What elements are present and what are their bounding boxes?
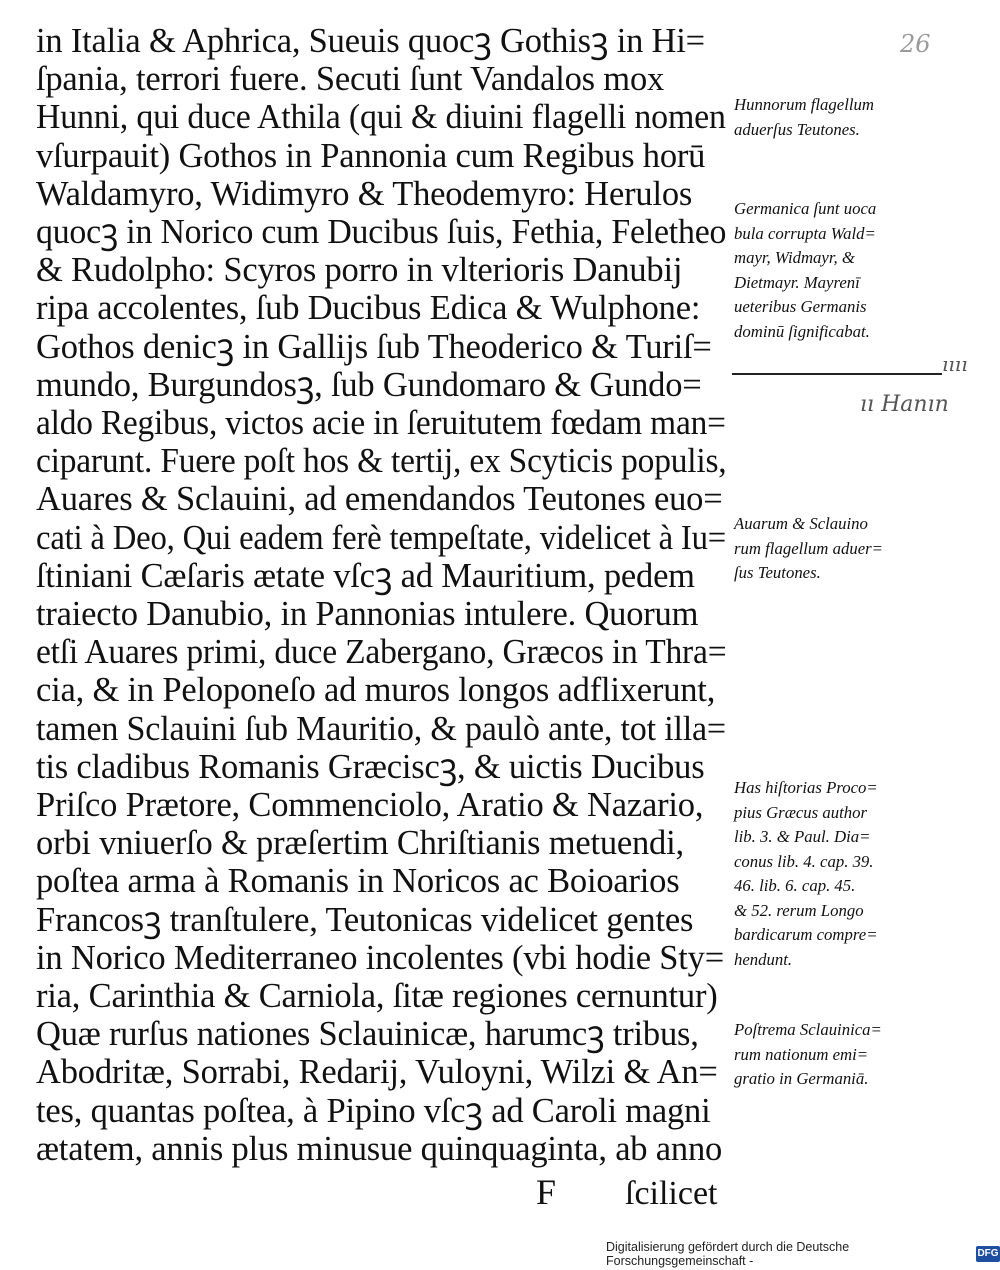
text-line: ſpania, terrori fuere. Secuti ſunt Vandalos mox: [36, 60, 665, 99]
text-line: Waldamyro, Widimyro & Theodemyro: Herulos: [36, 174, 693, 213]
marginal-note-line: Dietmayr. Mayrenī: [734, 272, 860, 292]
marginal-note-line: pius Græcus author: [734, 802, 868, 822]
text-line: Francosꝫ tranſtulere, Teutonicas videlicet gentes: [36, 900, 694, 939]
folio-handwritten-number: 26: [900, 30, 931, 58]
marginal-note-line: Has hiſtorias Proco=: [734, 778, 878, 797]
text-line: Gothos denicꝫ in Gallijs ſub Theoderico & Turiſ=: [36, 327, 712, 366]
text-line: etſi Auares primi, duce Zabergano, Græcos in Thra=: [36, 633, 727, 672]
text-line: ripa accolentes, ſub Ducibus Edica & Wulphone:: [36, 289, 701, 328]
marginal-note-line: lib. 3. & Paul. Dia=: [734, 827, 871, 846]
text-line: Hunni, qui duce Athila (qui & diuini flagelli nomen: [36, 98, 726, 137]
marginal-note-line: gratio in Germaniā.: [734, 1069, 869, 1088]
footer-text: Digitalisierung gefördert durch die Deutsche Forschungsgemeinschaft -: [606, 1240, 850, 1268]
marginal-note-line: Hunnorum flagellum: [734, 95, 874, 114]
text-line: Quæ rurſus nationes Sclauinicæ, harumcꝫ tribus,: [36, 1015, 699, 1054]
marginal-note-line: ueteribus Germanis: [734, 297, 867, 316]
text-line: vſurpauit) Gothos in Pannonia cum Regibus horū: [36, 136, 706, 175]
signature-mark: F: [536, 1172, 557, 1212]
marginal-note-line: bardicarum compre=: [734, 925, 878, 944]
text-line: cia, & in Peloponeſo ad muros longos adflixerunt,: [36, 671, 716, 710]
marginal-note-line: rum flagellum aduer=: [734, 538, 883, 558]
text-line: in Norico Mediterraneo incolentes (vbi hodie Sty=: [36, 938, 724, 977]
marginal-note-line: conus lib. 4. cap. 39.: [734, 851, 874, 871]
handwritten-annotation: ıııı: [942, 352, 968, 376]
text-line: quocꝫ in Norico cum Ducibus ſuis, Fethia, Feletheo: [36, 213, 727, 251]
text-line: in Italia & Aphrica, Sueuis quocꝫ Gothisꝫ in Hi=: [36, 22, 705, 60]
text-line: & Rudolpho: Scyros porro in vlterioris Danubij: [36, 251, 683, 290]
text-line: Priſco Prætore, Commenciolo, Aratio & Nazario,: [36, 786, 704, 824]
handwritten-annotation: ıı Hanın: [860, 392, 949, 417]
marginal-note-line: 46. lib. 6. cap. 45.: [734, 876, 856, 895]
text-line: tamen Sclauini ſub Mauritio, & paulò ante, tot illa=: [36, 709, 726, 748]
marginal-note-line: Poſtrema Sclauinica=: [734, 1020, 882, 1039]
digitization-footer: [606, 1242, 1000, 1266]
marginal-note-line: Germanica ſunt uoca: [734, 199, 877, 218]
marginal-note-line: & 52. rerum Longo: [734, 900, 864, 920]
text-line: ſtiniani Cæſaris ætate vſcꝫ ad Mauritium, pedem: [36, 556, 695, 595]
text-line: poſtea arma à Romanis in Noricos ac Boioarios: [36, 862, 680, 901]
text-line: ciparunt. Fuere poſt hos & tertij, ex Scyticis populis,: [36, 442, 727, 481]
marginal-note-line: mayr, Widmayr, &: [734, 248, 855, 267]
margin-underline-rule: [732, 373, 942, 375]
text-line: tes, quantas poſtea, à Pipino vſcꝫ ad Caroli magni: [36, 1091, 711, 1130]
text-line: Auares & Sclauini, ad emendandos Teutones euo=: [36, 480, 723, 519]
text-line: cati à Deo, Qui eadem ferè tempeſtate, videlicet à Iu=: [36, 518, 727, 557]
text-line: mundo, Burgundosꝫ, ſub Gundomaro & Gundo=: [36, 365, 702, 404]
marginal-note-line: dominū ſignificabat.: [734, 321, 870, 341]
marginal-note-line: rum nationum emi=: [734, 1044, 869, 1064]
dfg-logo-icon: DFG: [976, 1246, 1000, 1262]
text-line: ætatem, annis plus minusue quinquaginta, ab anno: [36, 1129, 723, 1168]
marginal-note-line: bula corrupta Wald=: [734, 223, 876, 243]
text-line: orbi vniuerſo & præſertim Chriſtianis metuendi,: [36, 824, 684, 863]
text-line: traiecto Danubio, in Pannonias intulere. Quorum: [36, 595, 699, 633]
text-line: aldo Regibus, victos acie in ſeruitutem fœdam man=: [36, 404, 726, 442]
marginal-note-line: hendunt.: [734, 949, 793, 969]
text-line: tis cladibus Romanis Græciscꝫ, & uictis Ducibus: [36, 747, 705, 786]
marginal-note-line: ſus Teutones.: [734, 563, 821, 582]
marginal-note-line: Auarum & Sclauino: [734, 514, 868, 533]
marginal-note-line: aduerſus Teutones.: [734, 119, 860, 139]
text-line: Abodritæ, Sorrabi, Redarij, Vuloyni, Wilzi & An=: [36, 1053, 718, 1092]
catchword: ſcilicet: [625, 1175, 718, 1212]
text-line: ria, Carinthia & Carniola, ſitæ regiones cernuntur): [36, 977, 718, 1015]
